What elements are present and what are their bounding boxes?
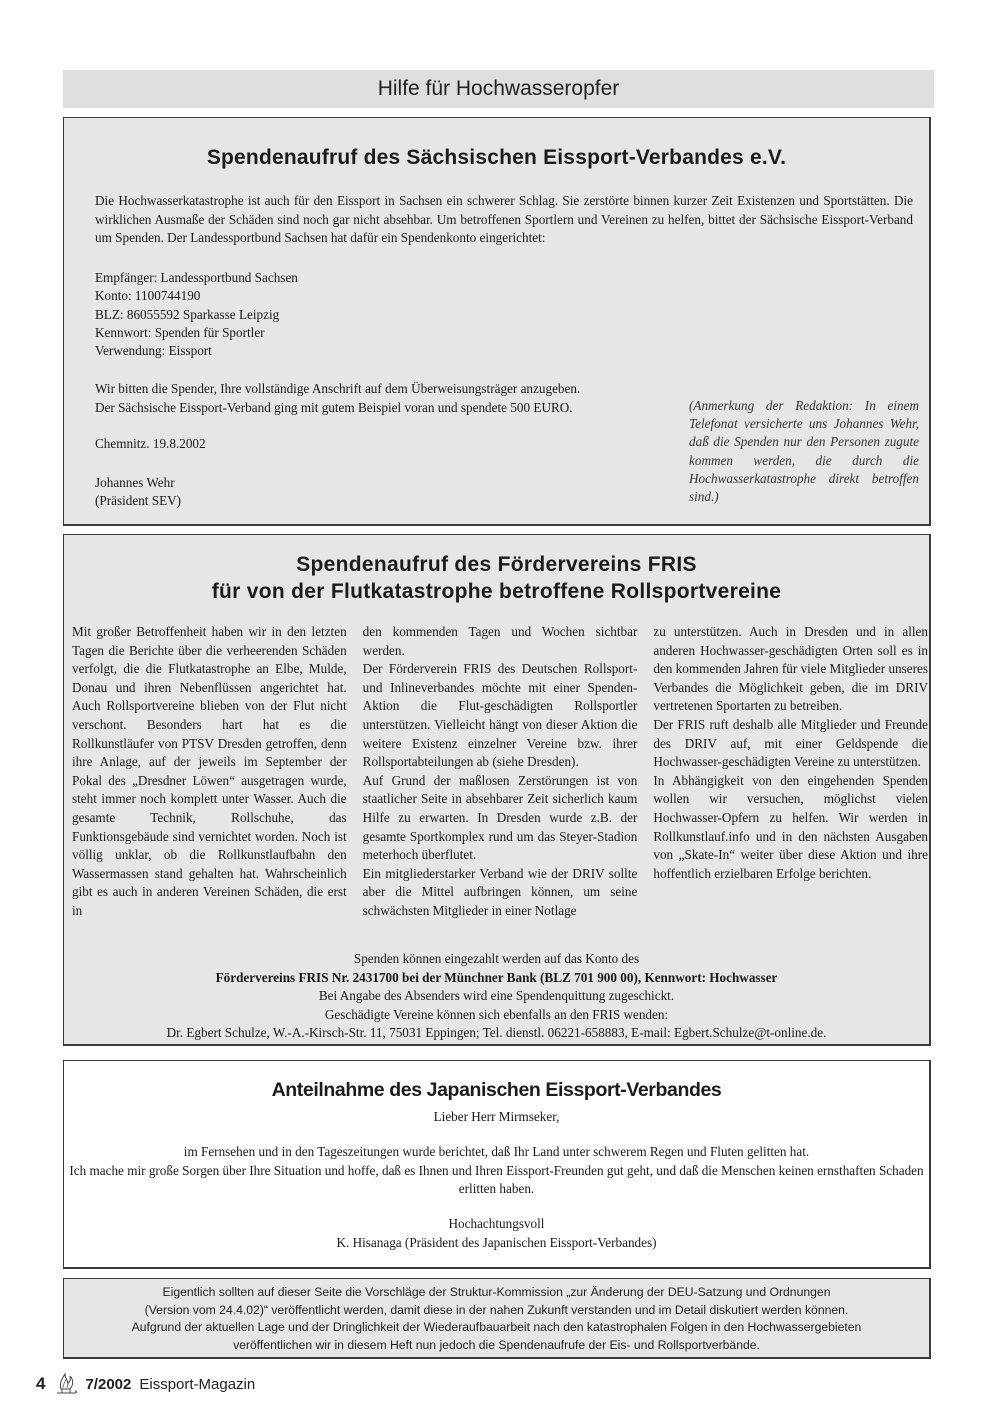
article-column-2 — [363, 623, 638, 921]
contact-intro: Geschädigte Vereine können sich ebenfalls an den FRIS wenden: — [324, 1006, 669, 1022]
page-banner — [63, 70, 934, 108]
letter-body — [64, 1143, 929, 1199]
article-column-1 — [72, 623, 347, 921]
letter-closing: Hochachtungsvoll — [448, 1216, 545, 1232]
sev-place-date: Chemnitz. 19.8.2002 — [95, 436, 206, 451]
request-line: Wir bitten die Spender, Ihre vollständige Anschrift auf dem Überweisungsträger anzugeben. — [95, 381, 581, 396]
fris-title-line1: Spendenaufruf des Fördervereins FRIS — [296, 553, 697, 576]
receipt-note: Bei Angabe des Absenders wird eine Spendenquittung zugeschickt. — [318, 988, 675, 1004]
account-purpose: Verwendung: Eissport — [95, 343, 212, 359]
article-column-3 — [653, 623, 928, 921]
signature-role: (Präsident SEV) — [95, 493, 182, 509]
sev-signature — [95, 474, 181, 511]
bank-intro: Spenden können eingezahlt werden auf das Konto des — [353, 951, 640, 966]
account-number: Konto: 1100744190 — [95, 288, 201, 304]
sev-account-details — [95, 269, 298, 360]
article-paragraph: In Abhängigkeit von den eingehenden Spenden wollen wir versuchen, möglichst vielen Hochwasser-Opfern zu helfen. Wir werden in Rollkunstlauf.info und in den nächsten Ausgaben von „Skate-In“ weiter über diese Aktion und ihre hoffentlich erzielbaren Erfolge berichten. — [653, 772, 929, 881]
signature-name: Johannes Wehr — [95, 475, 175, 490]
notice-line: Eigentlich sollten auf dieser Seite die Vorschläge der Struktur-Kommission „zur Änderung der DEU-Satzung und Ordnungen — [162, 1285, 831, 1299]
fris-donation-appeal — [63, 534, 931, 1046]
page-number: 4 — [36, 1374, 46, 1393]
japan-condolence — [63, 1060, 931, 1269]
page-footer — [36, 1372, 255, 1396]
bank-details: Fördervereins FRIS Nr. 2431700 bei der Münchner Bank (BLZ 701 900 00), Kennwort: Hochwasser — [215, 969, 778, 985]
magazine-name: Eissport-Magazin — [139, 1375, 256, 1393]
issue-number: 7/2002 — [85, 1375, 132, 1393]
account-recipient: Empfänger: Landessportbund Sachsen — [95, 270, 298, 285]
request-line: Der Sächsische Eissport-Verband ging mit gutem Beispiel voran und spendete 500 EURO. — [95, 399, 573, 415]
letter-greeting: Lieber Herr Mirmseker, — [433, 1109, 560, 1124]
editor-note: (Anmerkung der Redaktion: In einem Telefonat versicherte uns Johannes Wehr, daß die Spenden nur den Personen zugute kommen werden, die durch die Hochwasserkatastrophe direkt betroffen sind.) — [689, 398, 919, 505]
notice-line: veröffentlichen wir in diesem Heft nun jedoch die Spendenaufrufe der Eis- und Rollsportverbände. — [233, 1337, 760, 1352]
notice-line: Aufgrund der aktuellen Lage und der Dringlichkeit der Wiederaufbauarbeit nach den katastrophalen Folgen in den Hochwassergebieten — [131, 1320, 862, 1334]
fris-bank-info — [64, 950, 929, 1043]
letter-line: Ich mache mir große Sorgen über Ihre Situation und hoffe, daß es Ihnen und Ihren Eissport-Freunden gut geht, und daß die Menschen keinen ernsthaften Schaden erlitten haben. — [69, 1162, 924, 1197]
article-paragraph: Ein mitgliederstarker Verband wie der DRIV sollte aber die Mittel aufbringen können, um seine schwächsten Mitglieder in einer Notlage — [362, 865, 638, 918]
condolence-letter — [64, 1108, 929, 1253]
fris-article-columns — [72, 623, 928, 921]
sev-title: Spendenaufruf des Sächsischen Eissport-Verbandes e.V. — [206, 146, 787, 169]
article-paragraph: Mit großer Betroffenheit haben wir in den letzten Tagen die Berichte über die verheerenden Schäden verfolgt, die die Flutkatastrophe an Elbe, Mulde, Donau und ihren Nebenflüssen angerichtet hat. Auch Rollsportvereine blieben von der Flut nicht verschont. Besonders hart hat es die Rollkunstläufer von PTSV Dresden getroffen, denn ihre Anlage, auf der jeweils im September der Pokal des „Dresdner Löwen“ ausgetragen wurde, steht immer noch komplett unter Wasser. Auch die gesamte Technik, Rollschuhe, das Funktionsgebäude sind vernichtet worden. Noch ist völlig unklar, ob die Rollkunstlaufbahn den Wassermassen stand gehalten hat. Wahrscheinlich gibt es auch in anderen Vereinen Schäden, die erst in — [72, 624, 347, 918]
contact-details: Dr. Egbert Schulze, W.-A.-Kirsch-Str. 11, 75031 Eppingen; Tel. dienstl. 06221-658883, E-mail: Egbert.Schulze@t-online.de. — [166, 1025, 827, 1041]
fris-title — [64, 551, 929, 605]
banner-title: Hilfe für Hochwasseropfer — [377, 77, 620, 100]
notice-text — [64, 1279, 929, 1354]
letter-line: im Fernsehen und in den Tageszeitungen wurde berichtet, daß Ihr Land unter schwerem Regen und Fluten gelitten hat. — [183, 1143, 810, 1159]
article-paragraph: Auf Grund der maßlosen Zerstörungen ist von staatlicher Seite in absehbarer Zeit sicherlich kaum Hilfe zu erwarten. In Dresden wurde z.B. der gesamte Sportkomplex rund um das Steyer-Stadion meterhoch überflutet. — [362, 772, 638, 863]
notice-line: (Version vom 24.4.02)“ veröffentlicht werden, damit diese in der nahen Zukunft verstanden und im Detail diskutiert werden können. — [144, 1302, 849, 1317]
article-paragraph: Der Förderverein FRIS des Deutschen Rollsport- und Inlineverbandes möchte mit einer Spenden-Aktion die Flut-geschädigten Rollsportler unterstützen. Vielleicht hängt von dieser Aktion die weitere Existenz einzelner Vereine bzw. ihrer Rollsportabteilungen ab (siehe Dresden). — [362, 661, 638, 770]
letter-sender: K. Hisanaga (Präsident des Japanischen Eissport-Verbandes) — [336, 1234, 657, 1250]
skate-logo-icon — [53, 1371, 79, 1397]
sev-donation-appeal — [63, 117, 931, 526]
account-blz: BLZ: 86055592 Sparkasse Leipzig — [95, 306, 280, 322]
sev-request — [95, 380, 580, 417]
japan-title: Anteilnahme des Japanischen Eissport-Verbandes — [271, 1079, 722, 1101]
article-paragraph: Der FRIS ruft deshalb alle Mitglieder und Freunde des DRIV auf, mit einer Geldspende die Hochwasser-geschädigten Vereine zu unterstützen. — [653, 716, 929, 770]
fris-title-line2: für von der Flutkatastrophe betroffene Rollsportvereine — [211, 580, 782, 603]
article-paragraph: den kommenden Tagen und Wochen sichtbar werden. — [362, 624, 638, 658]
article-paragraph: zu unterstützen. Auch in Dresden und in allen anderen Hochwasser-geschädigten Orten soll es in den kommenden Jahren für viele Mitglieder unseres Verbandes die Möglichkeit geben, die im DRIV vertretenen Sportarten zu betreiben. — [653, 624, 929, 714]
account-keyword: Kennwort: Spenden für Sportler — [95, 324, 265, 340]
sev-intro: Die Hochwasserkatastrophe ist auch für den Eissport in Sachsen ein schwerer Schlag. Sie zerstörte binnen kurzer Zeit Existenzen und Sportstätten. Die wirklichen Ausmaße der Schäden sind noch gar nicht absehbar. Um betroffenen Sportlern und Vereinen zu helfen, bittet der Sächsische Eissport-Verband um Spenden. Der Landessportbund Sachsen hat dafür ein Spendenkonto eingerichtet: — [95, 193, 913, 245]
editorial-notice — [63, 1278, 931, 1359]
